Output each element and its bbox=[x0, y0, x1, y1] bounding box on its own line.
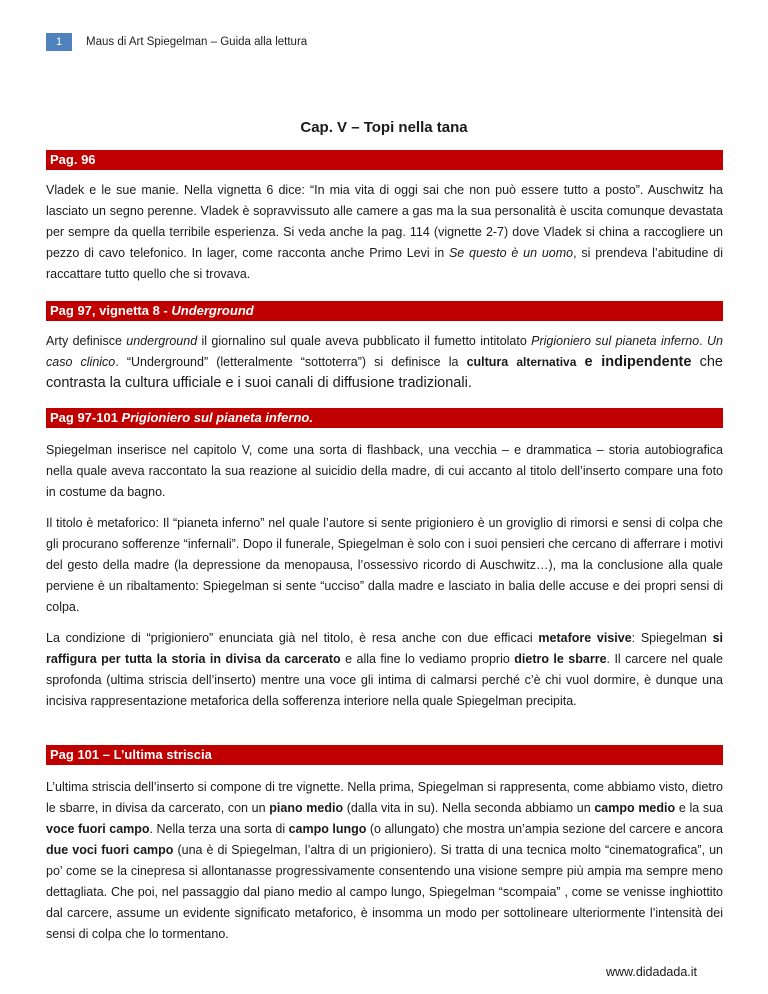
text-run: . Il carcere nel quale sprofonda (ultima striscia dell’inserto) mentre una voce gli intima di calmarsi perché c’è chi vuol dormire, è dunque una incisiva rappresentazione metaforica della sofferenza interiore nella quale Spiegelman precipita. bbox=[46, 652, 723, 708]
footer-url: www.didadada.it bbox=[605, 965, 697, 979]
text-run: Vladek e le sue manie. Nella vignetta 6 dice: “In mia vita di oggi sai che non può essere tutto a posto”. Auschwitz ha lasciato un segno perenne. Vladek è sopravvissuto alle camere a gas ma la sua personalità è uscita comunque devastata per sempre da quella terribile esperienza. Si veda anche la pag. 114 (vignette 2-7) dove Vladek si china a raccogliere un pezzo di cavo telefonico. In lager, come racconta anche Primo Levi in bbox=[46, 183, 723, 260]
text-run: Arty definisce bbox=[46, 334, 127, 348]
italic-title: Un caso clinico bbox=[46, 334, 723, 369]
bold-term: si raffigura per tutta la storia in divisa da carcerato bbox=[46, 631, 724, 666]
chapter-title: Cap. V – Topi nella tana bbox=[300, 119, 468, 136]
bold-term: cultura bbox=[466, 355, 509, 369]
italic-term: underground bbox=[126, 334, 198, 348]
paragraph bbox=[46, 440, 723, 503]
text-run: . Nella terza una sorta di bbox=[149, 822, 289, 836]
paragraph bbox=[46, 513, 723, 618]
text-run: e alla fine lo vediamo proprio bbox=[340, 652, 515, 666]
section-heading-text: Pag 97-101 bbox=[50, 410, 122, 425]
section-heading-italic: Prigioniero sul pianeta inferno. bbox=[121, 410, 313, 425]
italic-title: Prigioniero sul pianeta inferno bbox=[531, 334, 700, 348]
section-heading-pag-97-vignetta-8 bbox=[46, 301, 723, 321]
text-run: che contrasta la cultura ufficiale e i suoi canali di diffusione tradizionali. bbox=[46, 354, 723, 391]
section-heading-pag-96 bbox=[46, 150, 723, 170]
bold-term: metafore visive bbox=[538, 631, 632, 645]
text-run: (una è di Spiegelman, l’altra di un prigioniero). Si tratta di una tecnica molto “cinematografica”, un po’ come se la cinepresa si allontanasse progressivamente consentendo una visione sempre più ampia ma sempre meno dettagliata. Che poi, nel passaggio dal piano medio al campo lungo, Spiegelman “scompaia” , come se venisse inghiottito dal carcere, assume un evidente significato metaforico, è insomma un modo per sottolineare ulteriormente l’intensità dei sensi di colpa che lo tormentano. bbox=[46, 843, 724, 941]
text-run: il giornalino sul quale aveva pubblicato il fumetto intitolato bbox=[197, 334, 532, 348]
text-run: La condizione di “prigioniero” enunciata già nel titolo, è resa anche con due efficaci bbox=[46, 631, 539, 645]
bold-term: campo medio bbox=[594, 801, 676, 815]
text-run: (dalla vita in su). Nella seconda abbiamo un bbox=[343, 801, 595, 815]
paragraph bbox=[46, 180, 723, 285]
text-run: L’ultima striscia dell’inserto si compone di tre vignette. Nella prima, Spiegelman si rappresenta, come abbiamo visto, dietro le sbarre, in divisa da carcerato, con un bbox=[46, 780, 723, 815]
bold-term: due voci fuori campo bbox=[46, 843, 174, 857]
paragraph bbox=[46, 331, 723, 394]
bold-term: piano medio bbox=[269, 801, 344, 815]
bold-term: voce fuori campo bbox=[46, 822, 150, 836]
bold-term: alternativa bbox=[516, 355, 577, 369]
section-heading-text: Pag. 96 bbox=[50, 152, 96, 167]
page-header bbox=[46, 33, 307, 51]
bold-term: dietro le sbarre bbox=[514, 652, 607, 666]
text-run: . bbox=[699, 334, 707, 348]
paragraph bbox=[46, 777, 723, 945]
text-run: Il titolo è metaforico: Il “pianeta inferno” nel quale l’autore si sente prigioniero è un groviglio di rimorsi e sensi di colpa che gli procurano sofferenze “infernali”. Dopo il funerale, Spiegelman è solo con i suoi pensieri che cercano di afferrare i motivi del gesto della madre (la depressione da menopausa, l’ossessivo ricordo di Auschwitz…), ma la conclusione alla quale perviene è un ribaltamento: Spiegelman si sente “ucciso” dalla madre e lasciato in balia delle accuse e dei propri sensi di colpa. bbox=[46, 516, 723, 614]
section-heading-pag-101 bbox=[46, 745, 723, 765]
text-run: . “Underground” (letteralmente “sottoterra”) si definisce la bbox=[115, 355, 467, 369]
text-run: Spiegelman inserisce nel capitolo V, come una sorta di flashback, una vecchia – e drammatica – storia autobiografica nella quale aveva raccontato la sua reazione al suicidio della madre, di cui accanto al titolo dell’inserto compare una foto in costume da bagno. bbox=[46, 443, 723, 499]
bold-term: campo lungo bbox=[288, 822, 367, 836]
paragraph bbox=[46, 628, 723, 712]
section-heading-pag-97-101 bbox=[46, 408, 723, 428]
text-run: (o allungato) che mostra un’ampia sezione del carcere e ancora bbox=[366, 822, 723, 836]
section-heading-text: Pag 101 – L’ultima striscia bbox=[50, 747, 212, 762]
book-title-italic: Se questo è un uomo bbox=[448, 246, 574, 260]
bold-term: e indipendente bbox=[584, 354, 692, 370]
section-heading-text: Pag 97, vignetta 8 - bbox=[50, 303, 172, 318]
page-number: 1 bbox=[46, 33, 72, 51]
text-run: : Spiegelman bbox=[631, 631, 713, 645]
text-run: , si prendeva l’abitudine di raccattare tutto quello che si trovava. bbox=[46, 246, 723, 281]
document-body bbox=[46, 150, 723, 945]
section-heading-italic: Underground bbox=[171, 303, 254, 318]
header-title: Maus di Art Spiegelman – Guida alla lettura bbox=[86, 36, 308, 48]
text-run: e la sua bbox=[675, 801, 723, 815]
